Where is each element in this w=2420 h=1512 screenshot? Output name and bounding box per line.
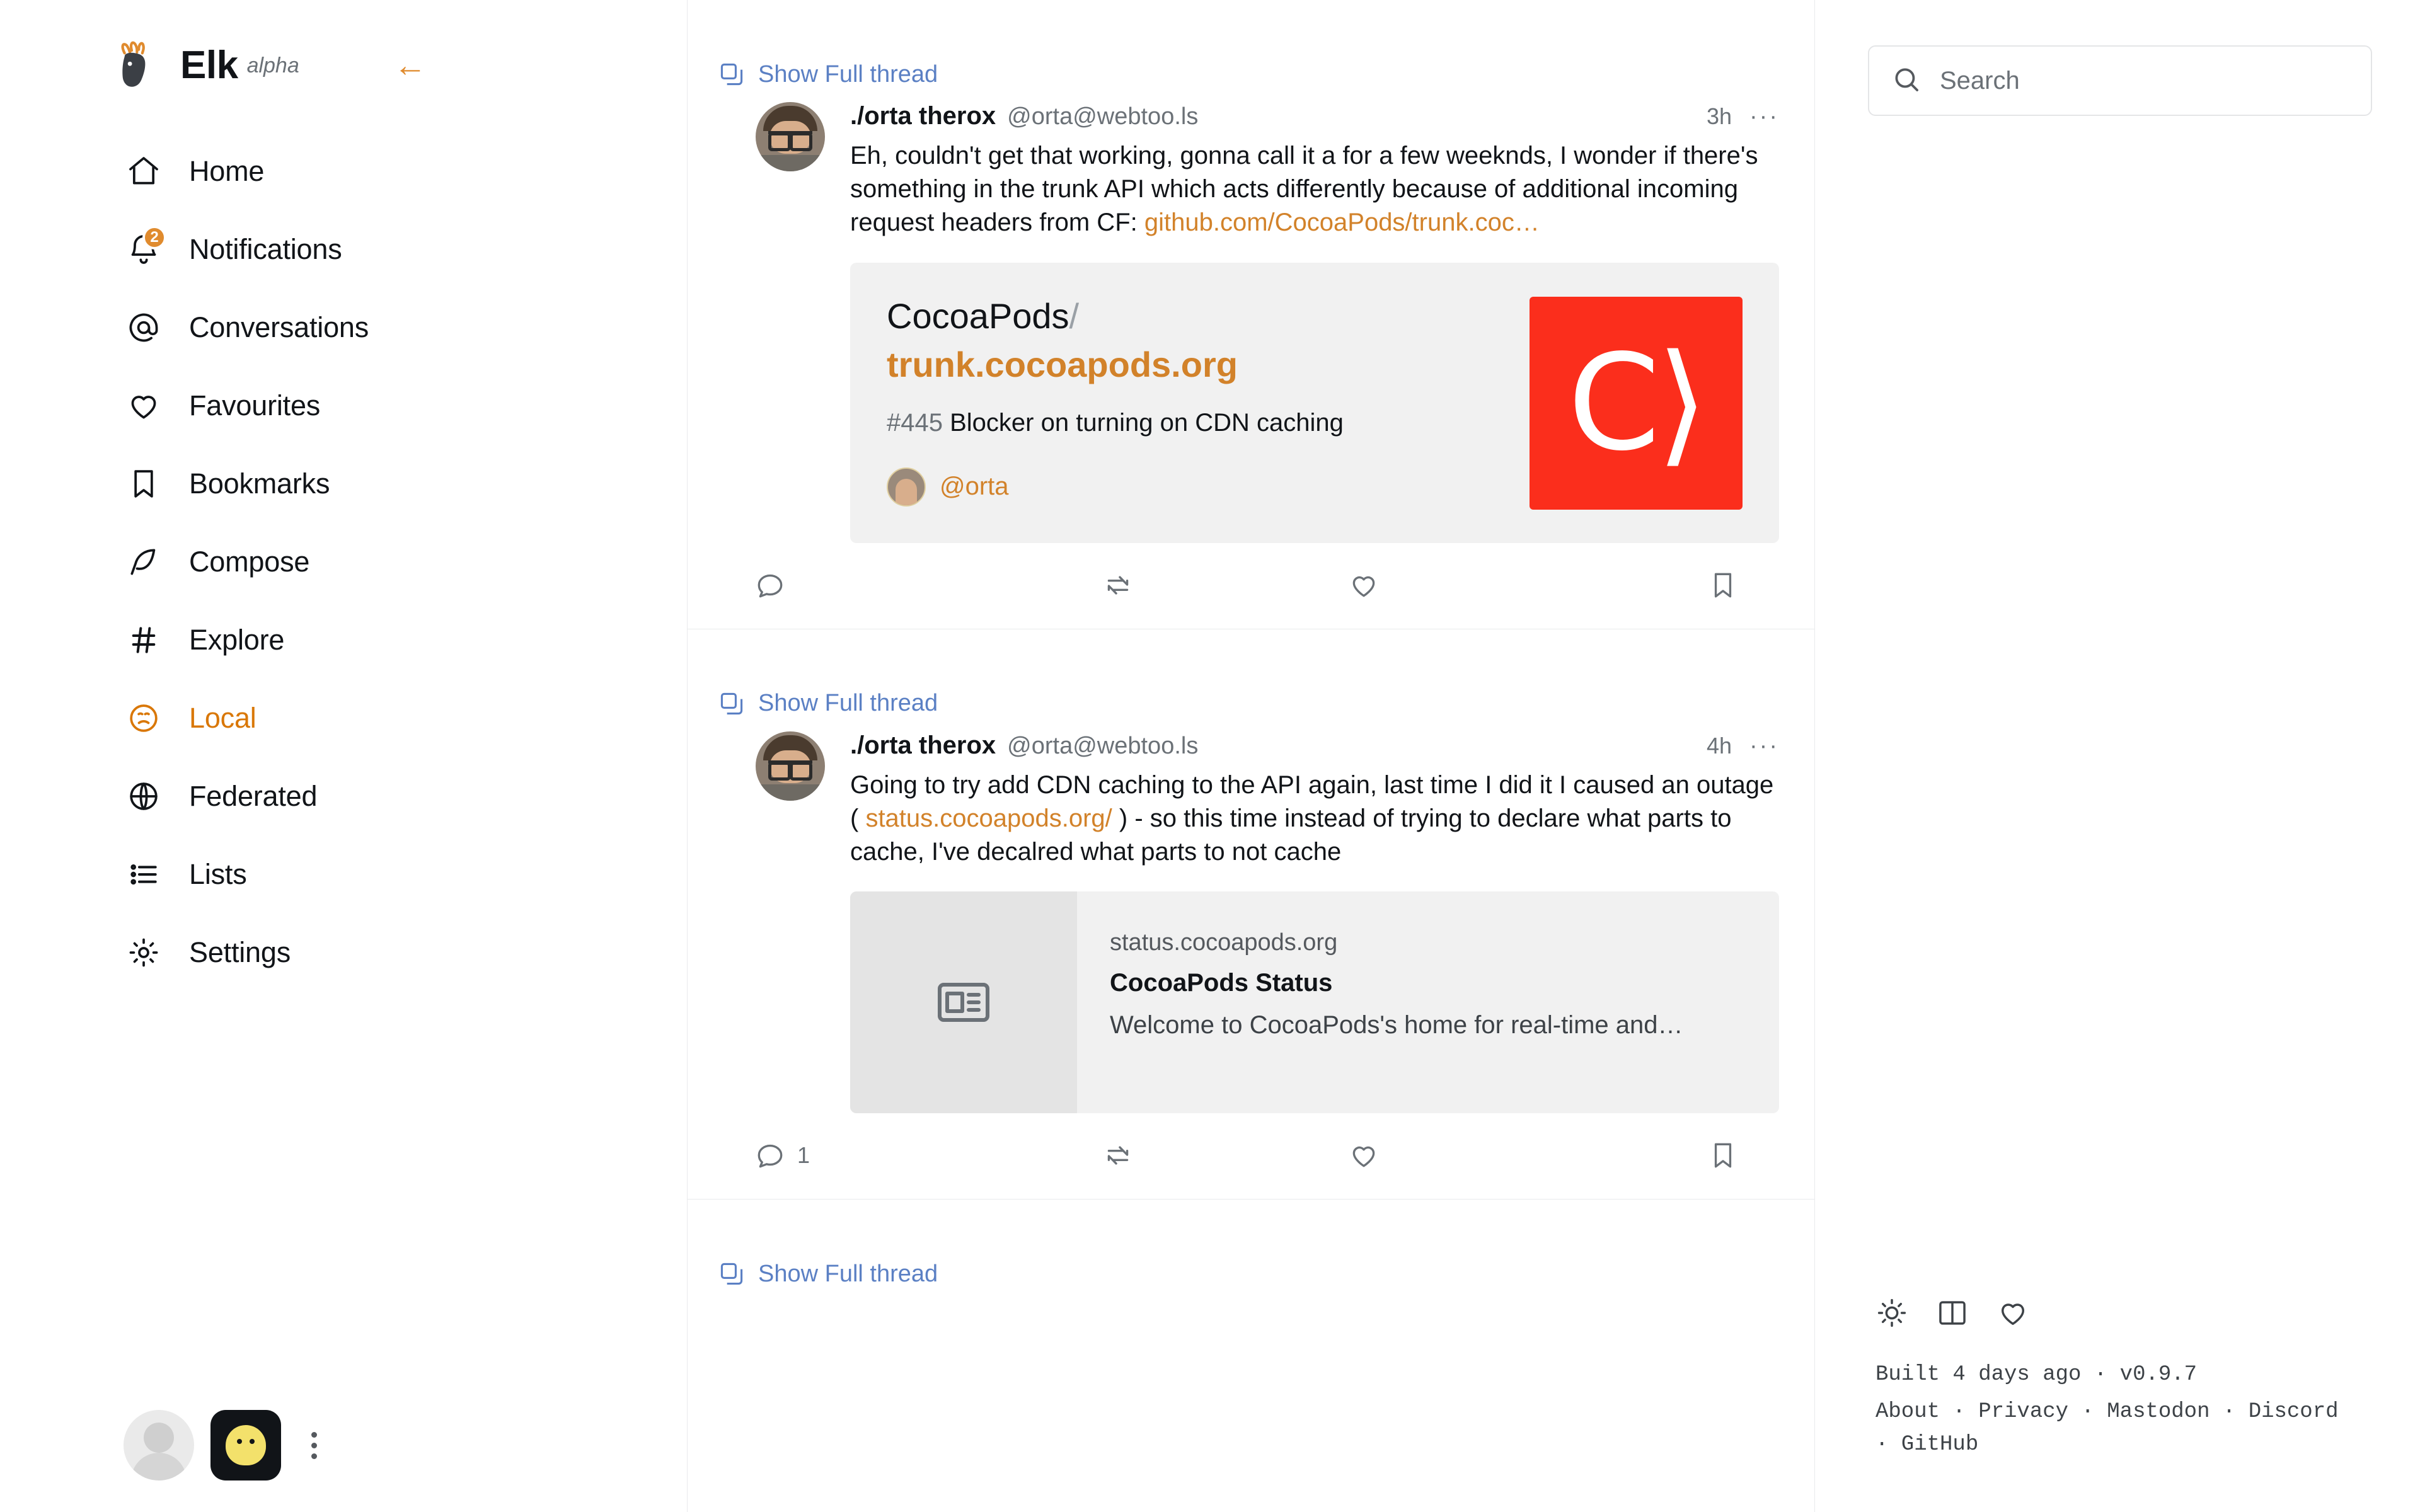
show-thread-label: Show Full thread <box>758 690 938 717</box>
post-text <box>850 139 1779 240</box>
boost-button[interactable] <box>1001 570 1247 601</box>
sidebar-item-home[interactable] <box>0 132 687 210</box>
status-post <box>688 1200 1814 1288</box>
globe-icon <box>124 776 164 816</box>
right-panel <box>1815 0 2420 1512</box>
favourite-button[interactable] <box>1247 1140 1493 1171</box>
post-link[interactable]: github.com/CocoaPods/trunk.coc… <box>1144 209 1540 237</box>
github-preview-card[interactable] <box>850 263 1779 543</box>
card-title: CocoaPods Status <box>1110 969 1333 997</box>
footer-links[interactable]: About · Privacy · Mastodon · Discord · GitHub <box>1876 1399 2339 1457</box>
post-text-tail: ) - so this time instead of trying to declare what parts to cache, I've decalred what parts to not cache <box>850 804 1732 866</box>
reply-button[interactable] <box>754 570 1001 601</box>
sidebar-item-federated[interactable] <box>0 757 687 835</box>
account-switcher <box>124 1410 317 1480</box>
card-repo: trunk.cocoapods.org <box>887 345 1238 385</box>
gear-icon <box>124 932 164 973</box>
heart-icon <box>1348 1140 1380 1171</box>
arrow-left-icon[interactable]: ← <box>393 47 427 84</box>
show-thread-label: Show Full thread <box>758 60 938 88</box>
article-placeholder-icon <box>850 891 1077 1113</box>
post-actions <box>70 543 1814 629</box>
bookmark-icon <box>124 464 164 504</box>
footer-icon-row <box>1876 1297 2354 1332</box>
reply-bubble-icon <box>754 1140 786 1171</box>
post-text <box>850 769 1779 869</box>
card-issue-number: #445 <box>887 408 943 437</box>
thread-icon <box>718 1260 746 1288</box>
sidebar-item-label: Lists <box>189 858 247 890</box>
sidebar-item-label: Local <box>189 702 256 734</box>
show-full-thread-link[interactable] <box>0 629 1814 718</box>
sidebar-item-label: Favourites <box>189 389 321 421</box>
bookmark-button[interactable] <box>1493 1140 1739 1171</box>
heart-icon <box>1348 570 1380 601</box>
post-timestamp: 3h <box>1706 103 1732 129</box>
post-text-body: Going to try add CDN caching to the API again, last time I did it I caused an outage ( <box>850 770 1774 832</box>
account-handle[interactable]: @orta@webtoo.ls <box>1007 103 1199 130</box>
ellipsis-icon[interactable]: ··· <box>1749 103 1779 130</box>
theme-sun-icon[interactable] <box>1876 1297 1908 1332</box>
show-full-thread-link[interactable] <box>0 0 1814 88</box>
post-text-body: Eh, couldn't get that working, gonna call it a for a few weeknds, I wonder if there's something in the trunk API which acts differently because of additional incoming request headers from CF: <box>850 142 1758 237</box>
heart-icon[interactable] <box>1997 1297 2029 1332</box>
sidebar-item-label: Explore <box>189 624 285 656</box>
search-input[interactable] <box>1940 67 2349 95</box>
ellipsis-icon[interactable]: ··· <box>1749 732 1779 759</box>
boost-button[interactable] <box>1001 1140 1247 1171</box>
status-post <box>688 0 1814 629</box>
at-sign-icon <box>124 307 164 348</box>
bookmark-icon <box>1707 1140 1739 1171</box>
account-handle[interactable]: @orta@webtoo.ls <box>1007 732 1199 759</box>
search-icon <box>1891 64 1922 98</box>
sidebar-item-label: Home <box>189 155 265 187</box>
sidebar-item-label: Notifications <box>189 233 342 265</box>
bookmark-icon <box>1707 570 1739 601</box>
list-icon <box>124 854 164 895</box>
thread-icon <box>718 60 746 88</box>
notification-badge: 2 <box>142 226 166 249</box>
sidebar-item-label: Bookmarks <box>189 467 330 500</box>
sidebar-item-label: Federated <box>189 780 318 812</box>
zen-mode-icon[interactable] <box>1936 1297 1969 1332</box>
post-header <box>850 102 1779 130</box>
sidebar-item-conversations[interactable] <box>0 289 687 367</box>
card-author-handle[interactable]: @orta <box>940 472 1009 501</box>
brand-name: Elk <box>180 43 238 87</box>
avatar[interactable] <box>756 102 825 171</box>
cocoapods-logo-text: C⟩ <box>1567 325 1705 480</box>
sidebar-item-bookmarks[interactable] <box>0 445 687 523</box>
bookmark-button[interactable] <box>1493 570 1739 601</box>
link-preview-card[interactable] <box>850 891 1779 1113</box>
avatar[interactable] <box>756 731 825 801</box>
sidebar-item-label: Settings <box>189 936 291 968</box>
post-actions <box>70 1113 1814 1199</box>
sidebar-item-settings[interactable] <box>0 914 687 992</box>
display-name[interactable]: ./orta therox <box>850 102 996 130</box>
post-header <box>850 731 1779 760</box>
home-icon <box>124 151 164 192</box>
card-domain: status.cocoapods.org <box>1110 929 1338 956</box>
avatar[interactable] <box>124 1410 194 1480</box>
elk-account-avatar[interactable] <box>210 1410 281 1480</box>
card-issue-title: Blocker on turning on CDN caching <box>950 408 1344 437</box>
timeline <box>687 0 1815 1512</box>
orta-avatar <box>887 467 926 507</box>
sidebar-item-notifications[interactable] <box>0 210 687 289</box>
sidebar-item-lists[interactable] <box>0 835 687 914</box>
show-full-thread-link[interactable] <box>0 1200 1814 1288</box>
sidebar-item-label: Conversations <box>189 311 369 343</box>
sidebar-item-favourites[interactable] <box>0 367 687 445</box>
card-description: Welcome to CocoaPods's home for real-time and… <box>1110 1011 1683 1040</box>
bell-icon <box>124 229 164 270</box>
reply-button[interactable] <box>754 1140 1001 1171</box>
favourite-button[interactable] <box>1247 570 1493 601</box>
kebab-menu-icon[interactable] <box>311 1432 317 1459</box>
thread-icon <box>718 690 746 718</box>
post-timestamp: 4h <box>1706 732 1732 759</box>
sidebar-item-label: Compose <box>189 546 310 578</box>
reply-bubble-icon <box>754 570 786 601</box>
card-owner-text: CocoaPods <box>887 295 1069 336</box>
search-box[interactable] <box>1868 45 2372 116</box>
display-name[interactable]: ./orta therox <box>850 731 996 759</box>
cocoapods-logo <box>1530 297 1743 510</box>
status-post <box>688 629 1814 1200</box>
card-issue <box>887 406 1403 440</box>
reply-count: 1 <box>797 1142 810 1169</box>
card-separator: / <box>1069 295 1080 336</box>
post-link[interactable]: status.cocoapods.org/ <box>865 804 1112 832</box>
boost-icon <box>1102 1140 1134 1171</box>
brand-tag: alpha <box>246 53 299 77</box>
boost-icon <box>1102 570 1134 601</box>
heart-icon <box>124 386 164 426</box>
show-thread-label: Show Full thread <box>758 1260 938 1287</box>
build-info: Built 4 days ago · v0.9.7 <box>1876 1362 2198 1387</box>
right-footer <box>1876 1297 2354 1462</box>
